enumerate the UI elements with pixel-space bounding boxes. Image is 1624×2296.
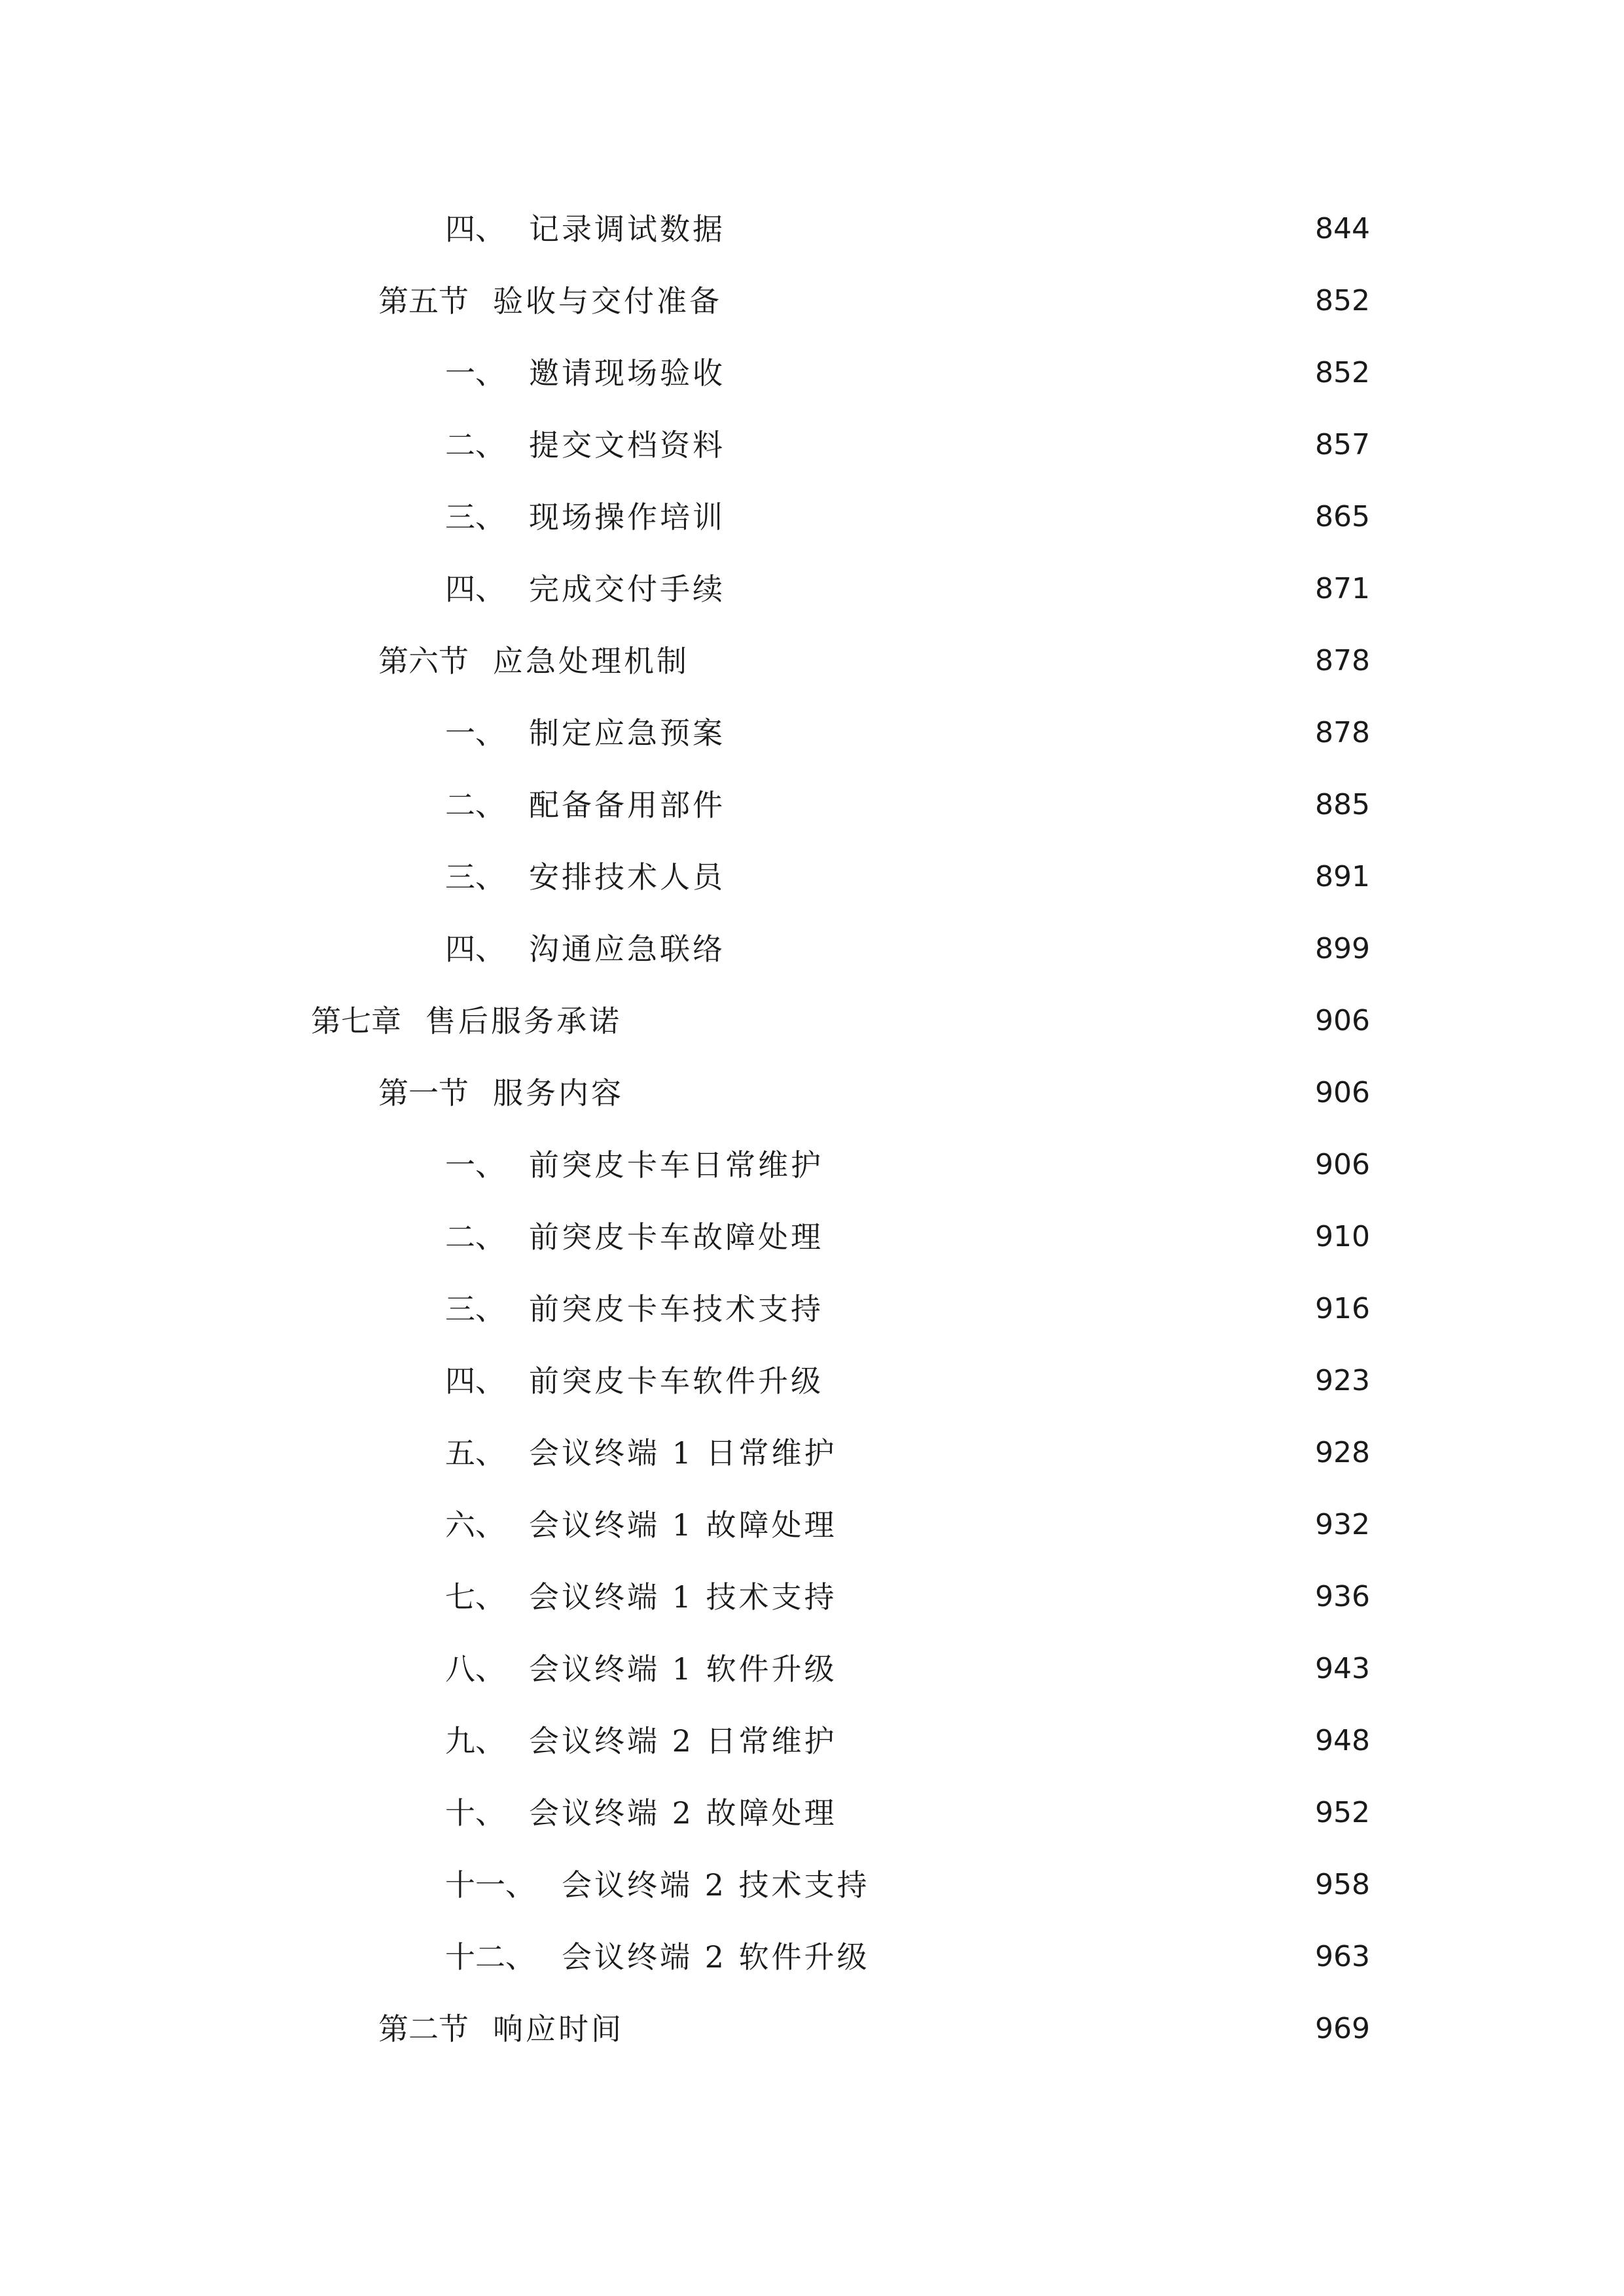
toc-dot-leader	[844, 1643, 1307, 1695]
toc-dot-leader	[844, 1571, 1307, 1623]
toc-entry-title: 前突皮卡车故障处理	[529, 1219, 823, 1255]
toc-dot-leader	[844, 1787, 1307, 1839]
toc-entry-number: 三、	[445, 1291, 505, 1327]
toc-entry-page: 857	[1315, 428, 1370, 461]
toc-dot-leader	[844, 1499, 1307, 1551]
toc-dot-leader	[876, 1931, 1307, 1983]
toc-dot-leader	[830, 1211, 1306, 1263]
toc-entry-title: 沟通应急联络	[529, 931, 725, 967]
toc-entry-page: 906	[1315, 1148, 1370, 1181]
toc-entry-number: 三、	[445, 499, 505, 535]
toc-entry[interactable]	[445, 1211, 1370, 1263]
toc-dot-leader	[696, 635, 1306, 687]
toc-entry-number: 八、	[445, 1651, 505, 1687]
toc-entry-title: 会议终端 1 技术支持	[529, 1579, 837, 1615]
toc-entry[interactable]	[378, 275, 1370, 327]
toc-dot-leader	[844, 1715, 1307, 1767]
toc-entry-page: 936	[1315, 1580, 1370, 1613]
toc-entry-number: 第六节	[378, 643, 469, 679]
toc-dot-leader	[844, 1427, 1307, 1479]
toc-entry[interactable]	[445, 1643, 1370, 1695]
toc-dot-leader	[830, 1139, 1306, 1191]
toc-entry-title: 会议终端 2 软件升级	[562, 1939, 870, 1975]
toc-entry-title: 记录调试数据	[529, 211, 725, 247]
toc-entry-page: 958	[1315, 1868, 1370, 1901]
toc-entry-number: 二、	[445, 427, 505, 463]
toc-entry[interactable]	[445, 779, 1370, 831]
toc-entry[interactable]	[445, 1571, 1370, 1623]
toc-entry-title: 服务内容	[493, 1075, 624, 1111]
toc-entry[interactable]	[445, 851, 1370, 903]
toc-entry[interactable]	[311, 995, 1370, 1047]
toc-entry-title: 前突皮卡车软件升级	[529, 1363, 823, 1399]
toc-entry[interactable]	[445, 419, 1370, 471]
toc-entry-number: 四、	[445, 1363, 505, 1399]
toc-entry-page: 923	[1315, 1364, 1370, 1397]
toc-entry-title: 响应时间	[493, 2011, 624, 2047]
toc-entry-title: 前突皮卡车日常维护	[529, 1147, 823, 1183]
toc-entry-number: 七、	[445, 1579, 505, 1615]
toc-entry-title: 制定应急预案	[529, 715, 725, 751]
toc-entry-number: 六、	[445, 1507, 505, 1543]
toc-dot-leader	[732, 563, 1306, 615]
toc-entry-page: 906	[1315, 1076, 1370, 1109]
toc-entry-number: 十、	[445, 1795, 505, 1831]
toc-entry-number: 第一节	[378, 1075, 469, 1111]
toc-entry-title: 会议终端 1 软件升级	[529, 1651, 837, 1687]
toc-entry-title: 验收与交付准备	[493, 283, 722, 319]
toc-entry-page: 865	[1315, 500, 1370, 533]
toc-entry-page: 871	[1315, 572, 1370, 605]
toc-entry-title: 会议终端 2 技术支持	[562, 1867, 870, 1903]
toc-entry-page: 948	[1315, 1724, 1370, 1757]
toc-entry[interactable]	[445, 1715, 1370, 1767]
toc-entry-page: 963	[1315, 1940, 1370, 1973]
toc-entry-page: 932	[1315, 1508, 1370, 1541]
toc-entry-number: 一、	[445, 355, 505, 391]
toc-entry-title: 前突皮卡车技术支持	[529, 1291, 823, 1327]
toc-dot-leader	[830, 1283, 1306, 1335]
toc-entry[interactable]	[445, 203, 1370, 255]
toc-dot-leader	[732, 707, 1306, 759]
toc-entry-title: 会议终端 1 故障处理	[529, 1507, 837, 1543]
toc-entry-page: 878	[1315, 716, 1370, 749]
toc-dot-leader	[630, 2003, 1306, 2055]
toc-entry-page: 852	[1315, 356, 1370, 389]
toc-entry[interactable]	[445, 347, 1370, 399]
toc-entry-number: 四、	[445, 931, 505, 967]
toc-entry-title: 应急处理机制	[493, 643, 689, 679]
toc-dot-leader	[729, 275, 1306, 327]
toc-entry-number: 第七章	[311, 1003, 401, 1039]
toc-entry[interactable]	[445, 707, 1370, 759]
toc-entry-title: 完成交付手续	[529, 571, 725, 607]
toc-entry-title: 会议终端 2 故障处理	[529, 1795, 837, 1831]
toc-entry-page: 885	[1315, 788, 1370, 821]
toc-entry[interactable]	[445, 923, 1370, 975]
toc-entry-number: 九、	[445, 1723, 505, 1759]
toc-entry[interactable]	[445, 1499, 1370, 1551]
toc-dot-leader	[732, 923, 1306, 975]
toc-entry-page: 910	[1315, 1220, 1370, 1253]
toc-entry-page: 852	[1315, 284, 1370, 317]
toc-entry-number: 二、	[445, 1219, 505, 1255]
toc-entry[interactable]	[378, 2003, 1370, 2055]
toc-entry-page: 844	[1315, 212, 1370, 245]
toc-entry-number: 十二、	[445, 1939, 535, 1975]
toc-entry[interactable]	[445, 1139, 1370, 1191]
toc-entry-number: 三、	[445, 859, 505, 895]
toc-entry-number: 五、	[445, 1435, 505, 1471]
toc-dot-leader	[732, 419, 1306, 471]
toc-entry-number: 一、	[445, 715, 505, 751]
toc-entry-number: 二、	[445, 787, 505, 823]
toc-entry[interactable]	[445, 1931, 1370, 1983]
toc-entry-title: 安排技术人员	[529, 859, 725, 895]
toc-entry[interactable]	[445, 1427, 1370, 1479]
toc-entry-number: 第五节	[378, 283, 469, 319]
toc-dot-leader	[732, 851, 1306, 903]
toc-entry-page: 969	[1315, 2012, 1370, 2045]
toc-entry-page: 899	[1315, 932, 1370, 965]
toc-entry[interactable]	[445, 1859, 1370, 1911]
toc-dot-leader	[628, 995, 1306, 1047]
toc-entry[interactable]	[445, 1355, 1370, 1407]
toc-dot-leader	[876, 1859, 1307, 1911]
toc-dot-leader	[630, 1067, 1306, 1119]
toc-entry-title: 邀请现场验收	[529, 355, 725, 391]
toc-entry-page: 943	[1315, 1652, 1370, 1685]
toc-dot-leader	[732, 491, 1306, 543]
toc-entry-page: 878	[1315, 644, 1370, 677]
toc-entry-page: 891	[1315, 860, 1370, 893]
toc-entry-title: 配备备用部件	[529, 787, 725, 823]
toc-entry[interactable]	[445, 491, 1370, 543]
toc-entry-number: 四、	[445, 211, 505, 247]
toc-entry-page: 928	[1315, 1436, 1370, 1469]
toc-dot-leader	[830, 1355, 1306, 1407]
toc-entry-title: 会议终端 1 日常维护	[529, 1435, 837, 1471]
toc-dot-leader	[732, 203, 1306, 255]
toc-dot-leader	[732, 347, 1306, 399]
toc-entry-page: 906	[1315, 1004, 1370, 1037]
toc-entry-title: 会议终端 2 日常维护	[529, 1723, 837, 1759]
toc-entry[interactable]	[445, 563, 1370, 615]
toc-entry[interactable]	[445, 1283, 1370, 1335]
toc-entry-number: 十一、	[445, 1867, 535, 1903]
toc-entry-number: 一、	[445, 1147, 505, 1183]
toc-entry-page: 916	[1315, 1292, 1370, 1325]
toc-entry-title: 售后服务承诺	[425, 1003, 622, 1039]
toc-entry[interactable]	[378, 635, 1370, 687]
toc-entry[interactable]	[378, 1067, 1370, 1119]
toc-entry-title: 现场操作培训	[529, 499, 725, 535]
toc-entry-title: 提交文档资料	[529, 427, 725, 463]
toc-entry-number: 第二节	[378, 2011, 469, 2047]
toc-dot-leader	[732, 779, 1306, 831]
toc-entry-number: 四、	[445, 571, 505, 607]
toc-entry[interactable]	[445, 1787, 1370, 1839]
toc-entry-page: 952	[1315, 1796, 1370, 1829]
